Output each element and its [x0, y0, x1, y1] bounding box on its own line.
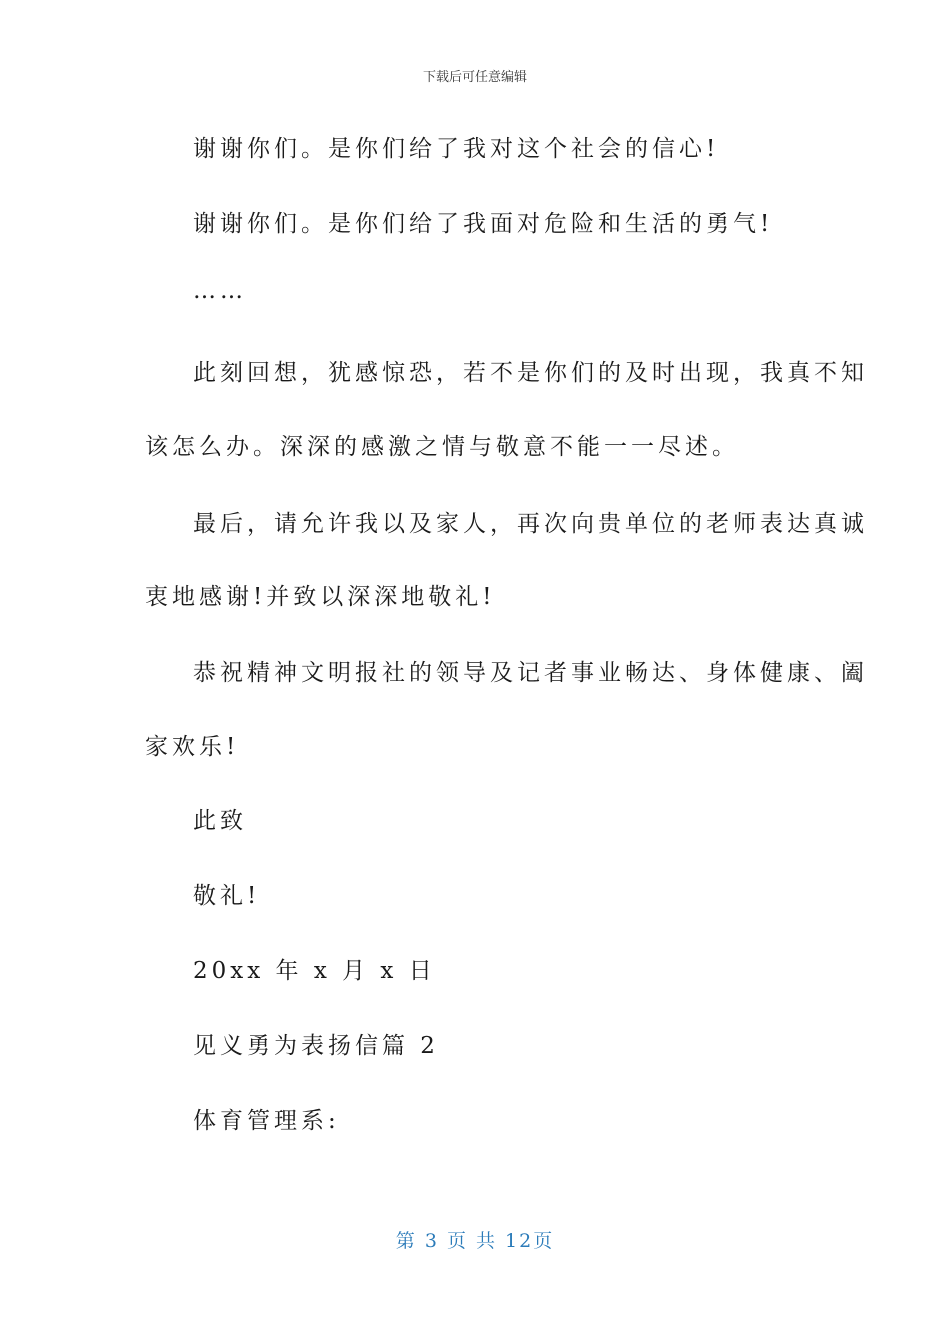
- body-line: 谢谢你们。是你们给了我面对危险和生活的勇气!: [193, 211, 774, 237]
- date-line: 20xx 年 x 月 x 日: [193, 958, 436, 984]
- salutation: 体育管理系:: [193, 1108, 340, 1134]
- body-line: 谢谢你们。是你们给了我对这个社会的信心!: [193, 136, 720, 162]
- body-line: 家欢乐!: [145, 734, 240, 760]
- body-line: 衷地感谢!并致以深深地敬礼!: [145, 584, 496, 610]
- page-header: 下载后可任意编辑: [422, 70, 527, 85]
- body-line: 此致: [193, 808, 247, 834]
- body-line: 敬礼!: [193, 883, 261, 909]
- body-line: ……: [193, 278, 247, 304]
- body-line: 该怎么办。深深的感激之情与敬意不能一一尽述。: [145, 434, 739, 460]
- body-line: 恭祝精神文明报社的领导及记者事业畅达、身体健康、阖: [193, 660, 868, 686]
- body-line: 最后，请允许我以及家人，再次向贵单位的老师表达真诚: [193, 511, 868, 537]
- page-indicator: 第 3 页 共 12页: [395, 1230, 555, 1252]
- body-line: 此刻回想，犹感惊恐，若不是你们的及时出现，我真不知: [193, 360, 868, 386]
- section-title: 见义勇为表扬信篇 2: [193, 1033, 439, 1059]
